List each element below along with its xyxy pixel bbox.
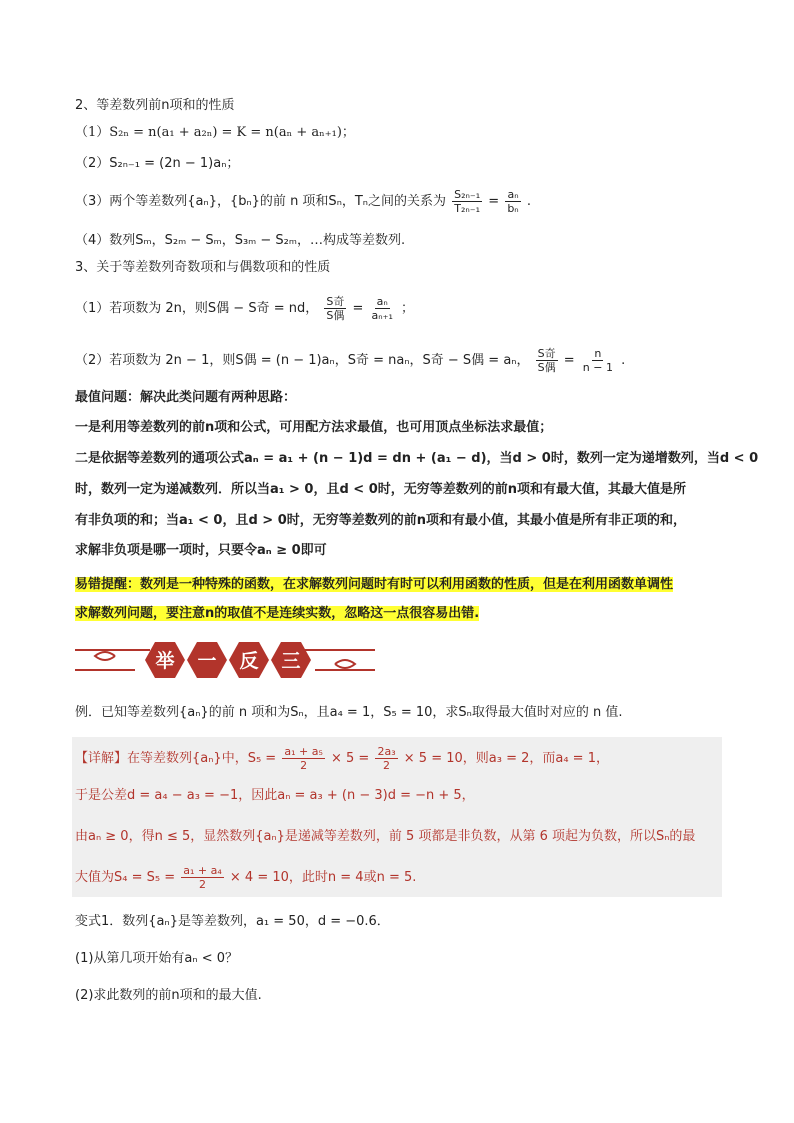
odd-even-2: （2）若项数为 2n − 1，则S偶 = (n − 1)aₙ，S奇 = naₙ，S奇 − S偶 = aₙ， $\frac{\text{S奇}}{\text{S偶}}$ = $\frac{n}{n - 1}$ . — [75, 347, 626, 374]
extremum-method-2b: 时，数列一定为递减数列．所以当a₁ > 0，且d < 0时，无穷等差数列的前n项和有最大值，其最大值是所 — [75, 482, 687, 497]
extremum-method-2d: 求解非负项是哪一项时，只要令aₙ ≥ 0即可 — [75, 543, 327, 558]
warning-line-2: 求解数列问题，要注意n的取值不是连续实数，忽略这一点很容易出错. — [75, 606, 480, 621]
fraction: $\frac{n}{n - 1}$ — [582, 347, 613, 374]
solution-line-4: 大值为S₄ = S₅ = $\frac{\text{a₁ + a₄}}{2}$ × 4 = 10，此时n = 4或n = 5. — [75, 864, 417, 891]
solution-line-1: 【详解】在等差数列{aₙ}中，S₅ = $\frac{\text{a₁ + a₅}}{2}$ × 5 = $\frac{\text{2a₃}}{2}$ × 5 = 10，则a₃ = 2，而a₄ = 1， — [75, 745, 609, 772]
banner-char: 三 — [281, 650, 301, 672]
hexagon-badge — [229, 642, 269, 678]
variant-1: 变式1．数列{aₙ}是等差数列，a₁ = 50，d = −0.6． — [75, 914, 390, 929]
cloud-ornament-icon — [95, 652, 115, 660]
banner-char: 反 — [239, 650, 259, 672]
extremum-title: 最值问题：解决此类问题有两种思路： — [75, 390, 297, 405]
fraction: $\frac{\text{aₙ}}{\text{aₙ₊₁}}$ — [371, 295, 393, 322]
solution-line-3: 由aₙ ≥ 0，得n ≤ 5，显然数列{aₙ}是递减等差数列，前 5 项都是非负数，从第 6 项起为负数，所以Sₙ的最 — [75, 829, 696, 844]
extremum-method-1: 一是利用等差数列的前n项和公式，可用配方法求最值，也可用顶点坐标法求最值； — [75, 420, 553, 435]
fraction: $\frac{\text{S₂ₙ₋₁}}{\text{T₂ₙ₋₁}}$ — [454, 188, 481, 215]
hexagon-badge — [145, 642, 185, 678]
hexagon-badge — [271, 642, 311, 678]
solution-line-2: 于是公差d = a₄ − a₃ = −1，因此aₙ = a₃ + (n − 3)d = −n + 5， — [75, 788, 475, 803]
fraction: $\frac{\text{S奇}}{\text{S偶}}$ — [537, 347, 556, 374]
example-banner — [75, 636, 375, 684]
fraction: $\frac{\text{S奇}}{\text{S偶}}$ — [326, 295, 345, 322]
banner-char: 举 — [155, 650, 175, 672]
variant-1-q2: (2)求此数列的前n项和的最大值. — [75, 988, 262, 1003]
fraction: $\frac{\text{aₙ}}{\text{bₙ}}$ — [507, 188, 519, 215]
variant-1-q1: (1)从第几项开始有aₙ < 0？ — [75, 951, 238, 966]
property-4: （4）数列Sₘ，S₂ₘ − Sₘ，S₃ₘ − S₂ₘ，…构成等差数列. — [75, 233, 406, 248]
property-3: （3）两个等差数列{aₙ}，{bₙ}的前 n 项和Sₙ，Tₙ之间的关系为 $\frac{\text{S₂ₙ₋₁}}{\text{T₂ₙ₋₁}}$ = $\frac{\text{aₙ}}{\text{bₙ}}$ . — [75, 188, 531, 215]
section-2-title: 2、等差数列前n项和的性质 — [75, 98, 235, 113]
fraction: $\frac{\text{a₁ + a₄}}{2}$ — [183, 864, 222, 891]
property-1: （1）S₂ₙ = n(a₁ + a₂ₙ) = K = n(aₙ + aₙ₊₁)； — [75, 125, 355, 140]
odd-even-1: （1）若项数为 2n，则S偶 − S奇 = nd， $\frac{\text{S奇}}{\text{S偶}}$ = $\frac{\text{aₙ}}{\text{aₙ₊₁}}$ ； — [75, 295, 415, 322]
fraction: $\frac{\text{a₁ + a₅}}{2}$ — [284, 745, 323, 772]
extremum-method-2: 二是依据等差数列的通项公式aₙ = a₁ + (n − 1)d = dn + (a₁ − d)，当d > 0时，数列一定为递增数列，当d < 0 — [75, 451, 759, 466]
banner-char: 一 — [197, 650, 217, 672]
hexagon-badge — [187, 642, 227, 678]
cloud-ornament-icon — [335, 660, 355, 668]
example-question: 例．已知等差数列{aₙ}的前 n 项和为Sₙ，且a₄ = 1，S₅ = 10，求Sₙ取得最大值时对应的 n 值. — [75, 705, 623, 720]
section-3-title: 3、关于等差数列奇数项和与偶数项和的性质 — [75, 260, 331, 275]
detail-tag: 【详解】 — [75, 751, 128, 766]
extremum-method-2c: 有非负项的和；当a₁ < 0，且d > 0时，无穷等差数列的前n项和有最小值，其最小值是所有非正项的和， — [75, 513, 687, 528]
warning-line-1: 易错提醒：数列是一种特殊的函数，在求解数列问题时有时可以利用函数的性质，但是在利用函数单调性 — [75, 577, 674, 592]
property-2: （2）S₂ₙ₋₁ = (2n − 1)aₙ； — [75, 156, 240, 171]
fraction: $\frac{\text{2a₃}}{2}$ — [377, 745, 396, 772]
